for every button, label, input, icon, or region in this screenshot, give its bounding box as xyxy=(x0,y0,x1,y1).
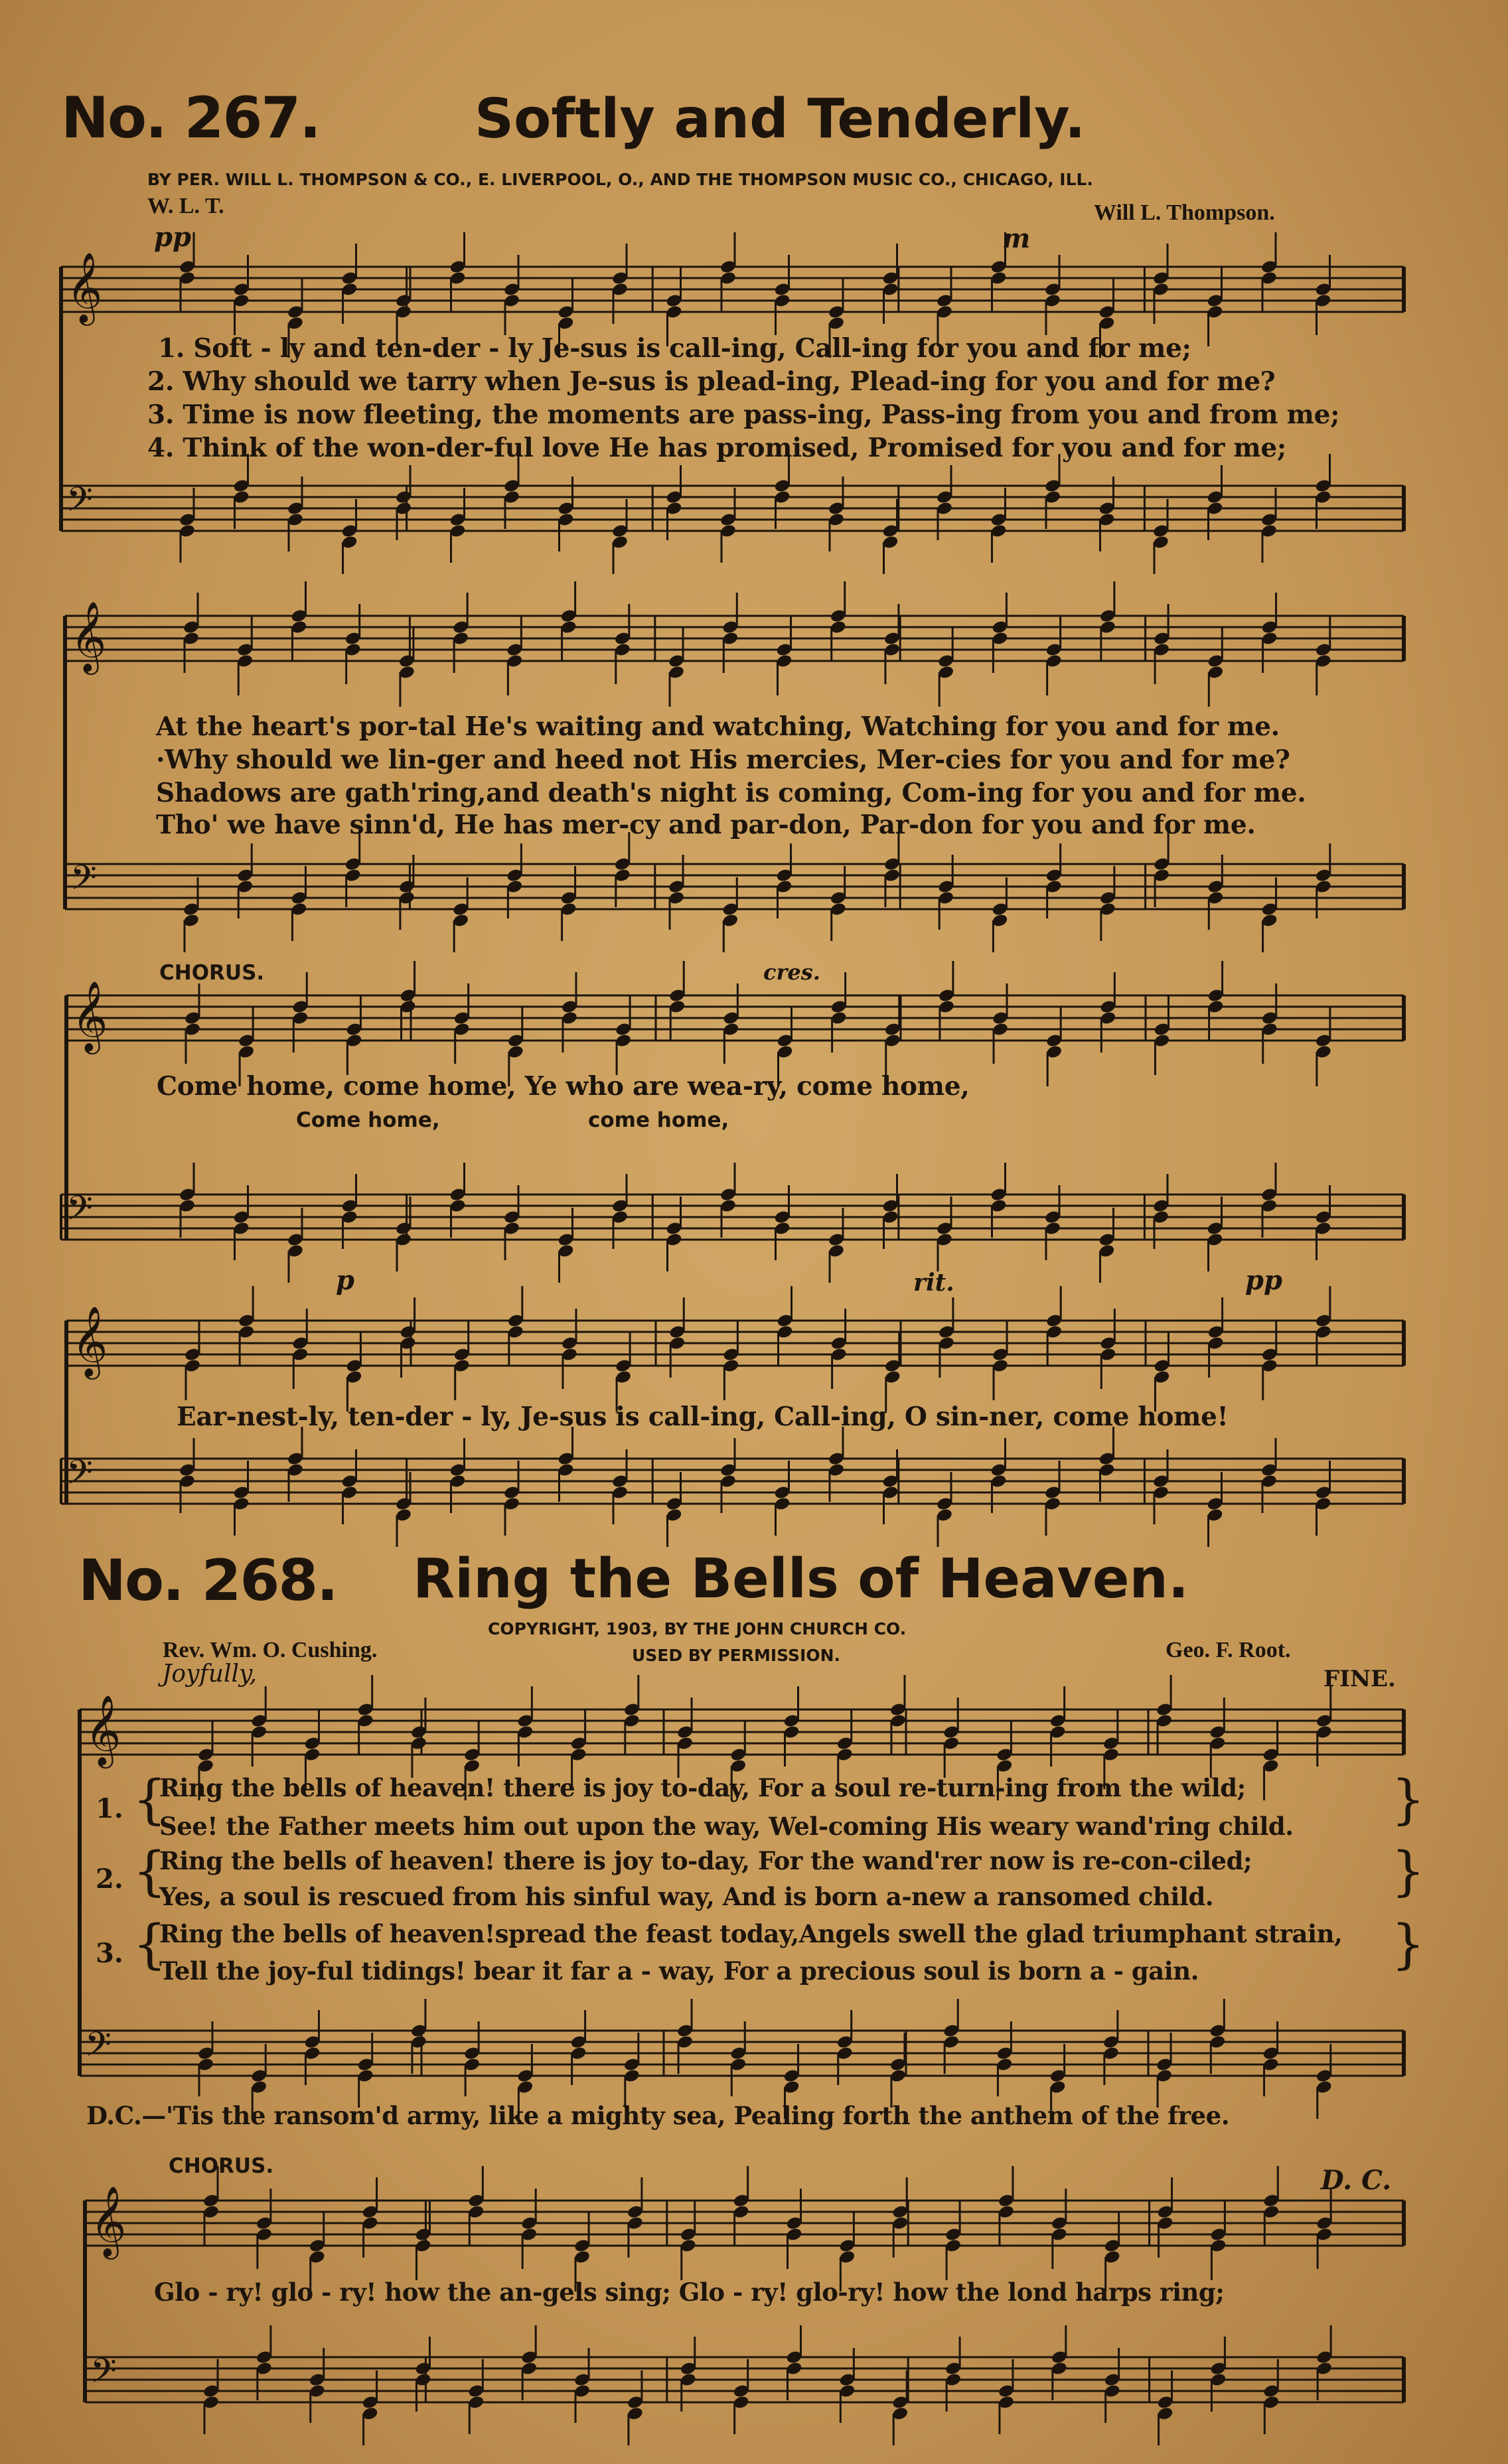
verse-line: Tell the joy-ful tidings! bear it far a - way, For a precious soul is born a - gain. xyxy=(159,1956,1199,1986)
hymn-number-268: No. 268. xyxy=(78,1548,337,1614)
verse-line: 2. Why should we tarry when Je-sus is plead-ing, Plead-ing for you and for me? xyxy=(147,366,1276,397)
bass-clef-icon: 𝄢 xyxy=(66,1188,93,1236)
chorus-label-268: CHORUS. xyxy=(169,2154,274,2178)
dynamic-pp: pp xyxy=(1245,1265,1282,1296)
dynamic-cres: cres. xyxy=(763,960,820,985)
bass-clef-icon: 𝄢 xyxy=(66,479,93,528)
lyricist-267: W. L. T. xyxy=(147,194,224,218)
hymn-title-267: Softly and Tenderly. xyxy=(475,88,1086,151)
permission-268: USED BY PERMISSION. xyxy=(632,1646,841,1665)
chorus-line: Come home, come home, Ye who are wea-ry, come home, xyxy=(157,1071,970,1102)
tempo-rit: rit. xyxy=(913,1269,954,1297)
chorus-line: Glo - ry! glo - ry! how the an-gels sing; Glo - ry! glo-ry! how the lond harps ring; xyxy=(154,2278,1225,2307)
verse-number: 2. xyxy=(96,1863,123,1895)
dc-line: D.C.—'Tis the ransom'd army, like a mighty sea, Pealing forth the anthem of the free. xyxy=(86,2101,1230,2130)
verse-brace: { xyxy=(133,1769,167,1830)
verse-line: 4. Think of the won-der-ful love He has promised, Promised for you and for me; xyxy=(147,433,1286,463)
chorus-echo: Come home, xyxy=(296,1108,440,1132)
bass-clef-icon: 𝄢 xyxy=(85,2024,112,2072)
dynamic-m: m xyxy=(1002,223,1031,254)
treble-clef-icon: 𝄞 xyxy=(90,2185,127,2256)
fine-mark: FINE. xyxy=(1323,1666,1396,1692)
verse-brace: } xyxy=(1391,1913,1425,1975)
verse-line: See! the Father meets him out upon the way, Wel-coming His weary wand'ring child. xyxy=(159,1812,1294,1841)
verse-brace: } xyxy=(1391,1840,1425,1902)
hymn-title-268: Ring the Bells of Heaven. xyxy=(413,1548,1189,1611)
copyright-268: COPYRIGHT, 1903, BY THE JOHN CHURCH CO. xyxy=(488,1619,907,1638)
verse-number: 3. xyxy=(96,1938,123,1969)
bass-clef-icon: 𝄢 xyxy=(90,2351,117,2399)
dynamic-pp: pp xyxy=(154,222,191,253)
verse-brace: { xyxy=(133,1840,167,1902)
verse-line: Yes, a soul is rescued from his sinful way, And is born a-new a ransomed child. xyxy=(159,1882,1214,1911)
verse-line: At the heart's por-tal He's waiting and watching, Watching for you and for me. xyxy=(156,711,1280,742)
composer-268: Geo. F. Root. xyxy=(1166,1638,1291,1662)
treble-clef-icon: 𝄞 xyxy=(70,601,107,672)
hymn-number-267: No. 267. xyxy=(61,85,320,151)
tempo-joyfully: Joyfully, xyxy=(162,1660,257,1688)
treble-clef-icon: 𝄞 xyxy=(85,1694,121,1765)
copyright-267: BY PER. WILL L. THOMPSON & CO., E. LIVERPOOL, O., AND THE THOMPSON MUSIC CO., CHICAGO, ILL. xyxy=(147,170,1093,189)
chorus-line: Ear-nest-ly, ten-der - ly, Je-sus is call-ing, Call-ing, O sin-ner, come home! xyxy=(177,1402,1229,1432)
lyricist-268: Rev. Wm. O. Cushing. xyxy=(163,1638,378,1662)
treble-clef-icon: 𝄞 xyxy=(66,252,103,323)
verse-line: 3. Time is now fleeting, the moments are pass-ing, Pass-ing from you and from me; xyxy=(147,399,1340,430)
bass-clef-icon: 𝄢 xyxy=(66,1452,93,1500)
chorus-label-267: CHORUS. xyxy=(159,961,265,985)
chorus-echo: come home, xyxy=(588,1108,729,1132)
verse-line: 1. Soft - ly and ten-der - ly Je-sus is call-ing, Call-ing for you and for me; xyxy=(158,333,1191,364)
dynamic-p: p xyxy=(336,1265,354,1296)
verse-line: ·Why should we lin-ger and heed not His mercies, Mer-cies for you and for me? xyxy=(156,745,1290,775)
dc-mark: D. C. xyxy=(1321,2165,1392,2196)
verse-line: Ring the bells of heaven!spread the feast today,Angels swell the glad triumphant strain, xyxy=(159,1919,1343,1948)
verse-line: Ring the bells of heaven! there is joy to-day, For the wand'rer now is re-con-ciled; xyxy=(159,1846,1252,1875)
composer-267: Will L. Thompson. xyxy=(1094,200,1275,225)
verse-brace: } xyxy=(1391,1769,1425,1830)
verse-line: Tho' we have sinn'd, He has mer-cy and par-don, Par-don for you and for me. xyxy=(156,810,1256,840)
treble-clef-icon: 𝄞 xyxy=(72,980,108,1051)
verse-line: Ring the bells of heaven! there is joy to-day, For a soul re-turn-ing from the wild; xyxy=(159,1773,1246,1802)
verse-brace: { xyxy=(133,1913,167,1975)
treble-clef-icon: 𝄞 xyxy=(72,1305,108,1376)
verse-number: 1. xyxy=(96,1793,123,1824)
verse-line: Shadows are gath'ring,and death's night is coming, Com-ing for you and for me. xyxy=(156,778,1306,808)
bass-clef-icon: 𝄢 xyxy=(70,857,97,906)
